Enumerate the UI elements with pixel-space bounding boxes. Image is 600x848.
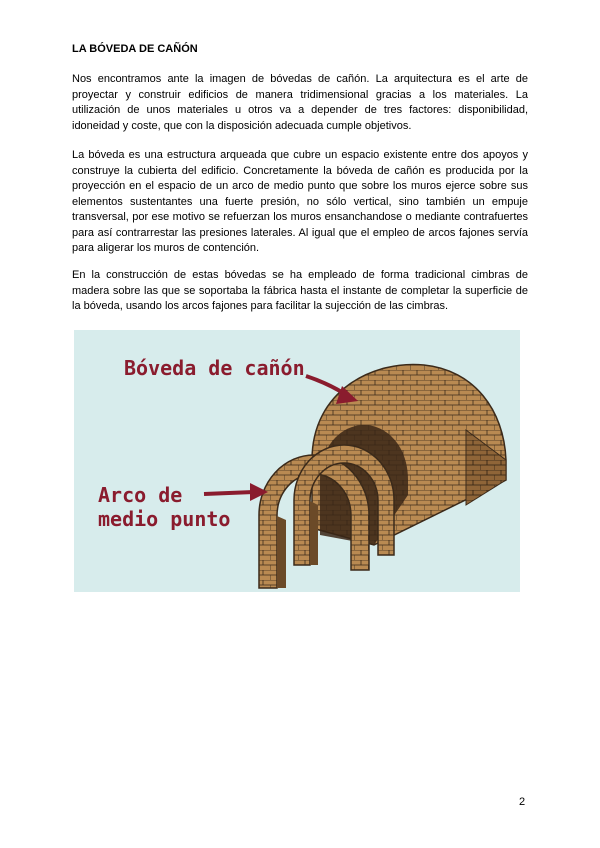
arrow-to-arch xyxy=(204,483,268,501)
page-title: LA BÓVEDA DE CAÑÓN xyxy=(72,43,198,55)
page-number: 2 xyxy=(519,796,526,808)
barrel-vault-illustration xyxy=(74,330,520,592)
label-vault: Bóveda de cañón xyxy=(124,356,305,380)
label-arch-line2: medio punto xyxy=(98,507,231,531)
paragraph-intro: Nos encontramos ante la imagen de bóvedas de cañón. La arquitectura es el arte de proyectar y construir edificios de manera tridimensional gracias a los materiales. La utilización de unos materiales u otros va a depender de tres factores: disponibilidad, idoneidad y coste, que con la disposición adecuada cumple objetivos. xyxy=(72,73,528,132)
label-arch-line1: Arco de xyxy=(98,483,183,507)
paragraph-construction: En la construcción de estas bóvedas se ha empleado de forma tradicional cimbras de madera sobre las que se soportaba la fábrica hasta el instante de completar la superficie de la bóveda, usando los arcos fajones para facilitar la sujección de las cimbras. xyxy=(72,269,528,312)
paragraph-definition: La bóveda es una estructura arqueada que cubre un espacio existente entre dos apoyos y construye la cubierta del edificio. Concretamente la bóveda de cañón es producida por la proyección en el espacio de un arco de medio punto que sobre los muros ejerce sobre sus elementos sustentantes una fuerte presión, no sólo vertical, sino también un empuje transversal, por ese motivo se refuerzan los muros ensanchandose o mediante contrafuertes para así contrarrestar las presiones laterales. Al igual que el empleo de arcos fajones servía para aligerar los muros de contención. xyxy=(72,149,528,254)
